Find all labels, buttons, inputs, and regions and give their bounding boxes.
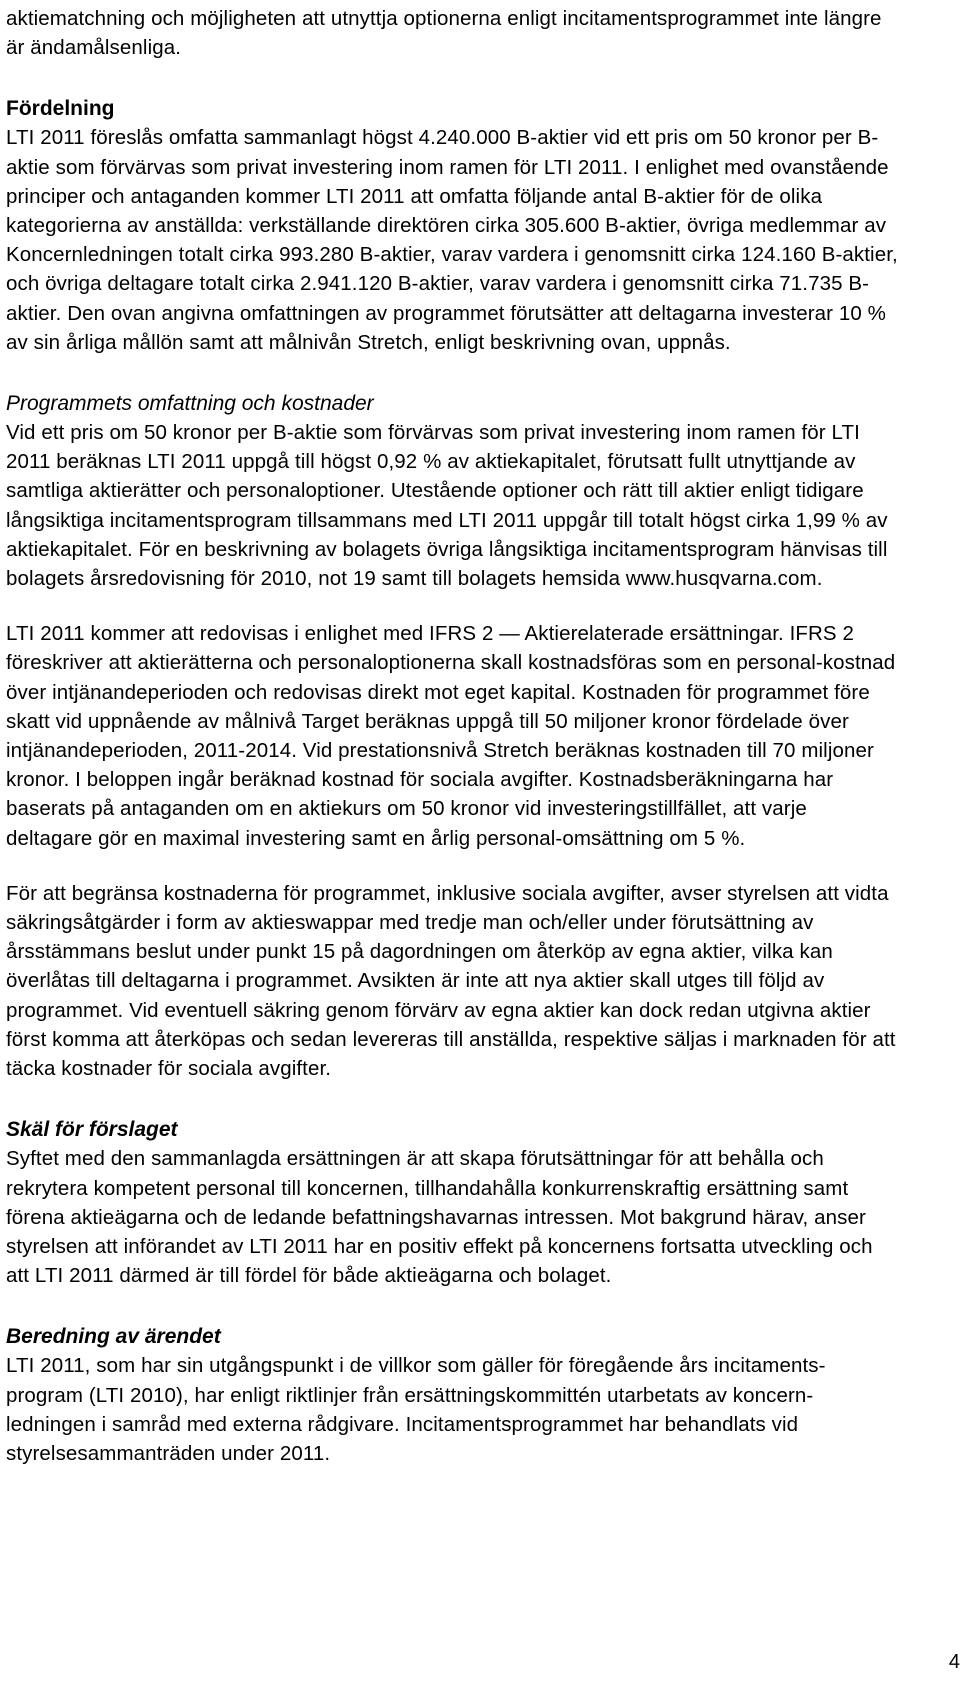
omfattning-paragraph-1: Vid ett pris om 50 kronor per B-aktie som förvärvas som privat investering inom ramen för LTI 2011 beräknas LTI 2011 uppgå till högst 0,92 % av aktiekapitalet, förutsatt fullt utnyttjande av samtliga aktierätter och personaloptioner. Utestående optioner och rätt till aktier enligt tidigare långsiktiga incitamentsprogram tillsammans med LTI 2011 uppgår till totalt högst cirka 1,99 % av aktiekapitalet. För en beskrivning av bolagets övriga långsiktiga incitamentsprogram hänvisas till bolagets årsredovisning för 2010, not 19 samt till bolagets hemsida www.husqvarna.com. — [6, 421, 888, 591]
section-heading-fordelning: Fördelning — [6, 97, 115, 121]
omfattning-paragraph-2: LTI 2011 kommer att redovisas i enlighet med IFRS 2 — Aktierelaterade ersättningar. IFRS 2 föreskriver att aktierätterna och personaloptionerna skall kostnadsföras som en personal-kostnad över intjänandeperioden och redovisas direkt mot eget kapital. Kostnaden för programmet före skatt vid uppnående av målnivå Target beräknas uppgå till 50 miljoner kronor fördelade över intjänandeperioden, 2011-2014. Vid prestationsnivå Stretch beräknas kostnaden till 70 miljoner kronor. I beloppen ingår beräknad kostnad för sociala avgifter. Kostnadsberäkningarna har baserats på antaganden om en aktiekurs om 50 kronor vid investeringstillfället, att varje deltagare gör en maximal investering samt en årlig personal-omsättning om 5 %. — [6, 622, 896, 850]
skal-paragraph: Syftet med den sammanlagda ersättningen är att skapa förutsättningar för att behålla och rekrytera kompetent personal till koncernen, tillhandahålla konkurrenskraftig ersättning samt förena aktieägarna och de ledande befattningshavarnas intressen. Mot bakgrund härav, anser styrelsen att införandet av LTI 2011 har en positiv effekt på koncernens fortsatta utveckling och att LTI 2011 därmed är till fördel för både aktieägarna och bolaget. — [6, 1147, 873, 1288]
intro-paragraph: aktiematchning och möjligheten att utnyttja optionerna enligt incitamentsprogrammet inte längre är ändamålsenliga. — [6, 7, 882, 60]
section-heading-omfattning: Programmets omfattning och kostnader — [6, 392, 374, 416]
document-page — [6, 4, 898, 1468]
omfattning-paragraph-3: För att begränsa kostnaderna för programmet, inklusive sociala avgifter, avser styrelsen att vidta säkringsåtgärder i form av aktieswappar med tredje man och/eller under förutsättning av årsstämmans beslut under punkt 15 på dagordningen om återköp av egna aktier, vilka kan överlåtas till deltagarna i programmet. Avsikten är inte att nya aktier skall utges till följd av programmet. Vid eventuell säkring genom förvärv av egna aktier kan dock redan utgivna aktier först komma att återköpas och sedan levereras till anställda, respektive säljas i marknaden för att täcka kostnader för sociala avgifter. — [6, 881, 896, 1081]
page-number: 4 — [948, 1651, 960, 1673]
section-heading-beredning: Beredning av ärendet — [6, 1325, 221, 1349]
fordelning-paragraph: LTI 2011 föreslås omfatta sammanlagt högst 4.240.000 B-aktier vid ett pris om 50 kronor per B-aktie som förvärvas som privat investering inom ramen för LTI 2011. I enlighet med ovanstående principer och antaganden kommer LTI 2011 att omfatta följande antal B-aktier för de olika kategorierna av anställda: verkställande direktören cirka 305.600 B-aktier, övriga medlemmar av Koncernledningen totalt cirka 993.280 B-aktier, varav vardera i genomsnitt cirka 124.160 B-aktier, och övriga deltagare totalt cirka 2.941.120 B-aktier, varav vardera i genomsnitt cirka 71.735 B-aktier. Den ovan angivna omfattningen av programmet förutsätter att deltagarna investerar 10 % av sin årliga mållön samt att målnivån Stretch, enligt beskrivning ovan, uppnås. — [6, 126, 898, 354]
beredning-paragraph: LTI 2011, som har sin utgångspunkt i de villkor som gäller för föregående års incitaments-program (LTI 2010), har enligt riktlinjer från ersättningskommittén utarbetats av koncern-ledningen i samråd med externa rådgivare. Incitamentsprogrammet har behandlats vid styrelsesammanträden under 2011. — [6, 1354, 826, 1465]
section-heading-skal: Skäl för förslaget — [6, 1118, 178, 1142]
